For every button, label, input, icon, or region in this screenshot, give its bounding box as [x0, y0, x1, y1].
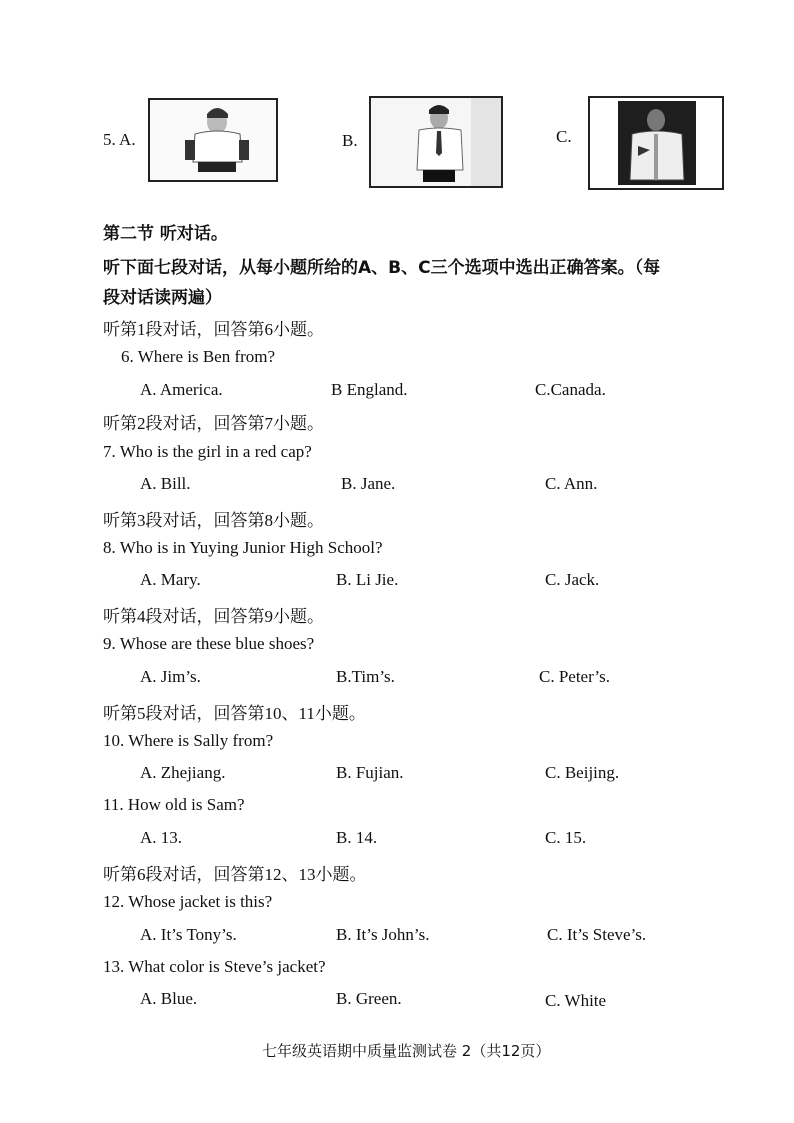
option-c: C.Canada.	[535, 380, 606, 399]
q5-label: 5. A.	[103, 130, 136, 149]
dialog-intro: 听第3段对话，回答第8小题。	[103, 511, 324, 530]
question-text: 13. What color is Steve’s jacket?	[103, 957, 326, 976]
dialog-intro: 听第6段对话，回答第12、13小题。	[103, 865, 367, 884]
question-text: 9. Whose are these blue shoes?	[103, 634, 315, 653]
page-footer: 七年级英语期中质量监测试卷 2（共12页）	[262, 1042, 551, 1060]
q5-option-c-label: C.	[556, 127, 572, 146]
option-b: B England.	[331, 380, 408, 399]
question-text: 7. Who is the girl in a red cap?	[103, 442, 312, 461]
option-b: B. 14.	[336, 828, 378, 847]
dialog-intro: 听第5段对话，回答第10、11小题。	[103, 704, 366, 723]
option-a: A. America.	[140, 380, 223, 399]
option-c: C. 15.	[545, 828, 587, 847]
question-text: 10. Where is Sally from?	[103, 731, 274, 750]
option-a: A. 13.	[140, 828, 183, 847]
option-c: C. Peter’s.	[539, 667, 610, 686]
section-instruction-line1: 听下面七段对话，从每小题所给的A、B、C三个选项中选出正确答案。（每	[103, 258, 661, 278]
question-text: 11. How old is Sam?	[103, 795, 245, 814]
dialog-intro: 听第4段对话，回答第9小题。	[103, 607, 324, 626]
picture-option-a	[148, 98, 278, 182]
question-text: 8. Who is in Yuying Junior High School?	[103, 538, 383, 557]
option-a: A. Jim’s.	[140, 667, 201, 686]
boy-shirt-tie-illustration	[371, 98, 501, 186]
q5-option-b-label: B.	[342, 131, 358, 150]
option-c: C. Ann.	[545, 474, 598, 493]
option-a: A. Mary.	[140, 570, 201, 589]
option-b: B.Tim’s.	[336, 667, 395, 686]
picture-option-c	[588, 96, 724, 190]
option-a: A. Blue.	[140, 989, 198, 1008]
option-b: B. It’s John’s.	[336, 925, 430, 944]
option-c: C. It’s Steve’s.	[547, 925, 647, 944]
option-a: A. Bill.	[140, 474, 191, 493]
option-b: B. Li Jie.	[336, 570, 399, 589]
boy-white-shirt-illustration	[150, 100, 276, 180]
option-c: C. Beijing.	[545, 763, 620, 782]
option-b: B. Jane.	[341, 474, 396, 493]
dialog-intro: 听第2段对话，回答第7小题。	[103, 414, 324, 433]
boy-jacket-illustration	[590, 98, 722, 188]
option-b: B. Fujian.	[336, 763, 404, 782]
dialog-intro: 听第1段对话，回答第6小题。	[103, 320, 324, 339]
option-c: C. White	[545, 991, 607, 1010]
picture-option-b	[369, 96, 503, 188]
section-title: 第二节 听对话。	[103, 224, 228, 244]
option-a: A. It’s Tony’s.	[140, 925, 237, 944]
option-a: A. Zhejiang.	[140, 763, 226, 782]
option-c: C. Jack.	[545, 570, 600, 589]
section-instruction-line2: 段对话读两遍）	[103, 288, 222, 308]
option-b: B. Green.	[336, 989, 402, 1008]
question-text: 6. Where is Ben from?	[121, 347, 276, 366]
question-text: 12. Whose jacket is this?	[103, 892, 273, 911]
